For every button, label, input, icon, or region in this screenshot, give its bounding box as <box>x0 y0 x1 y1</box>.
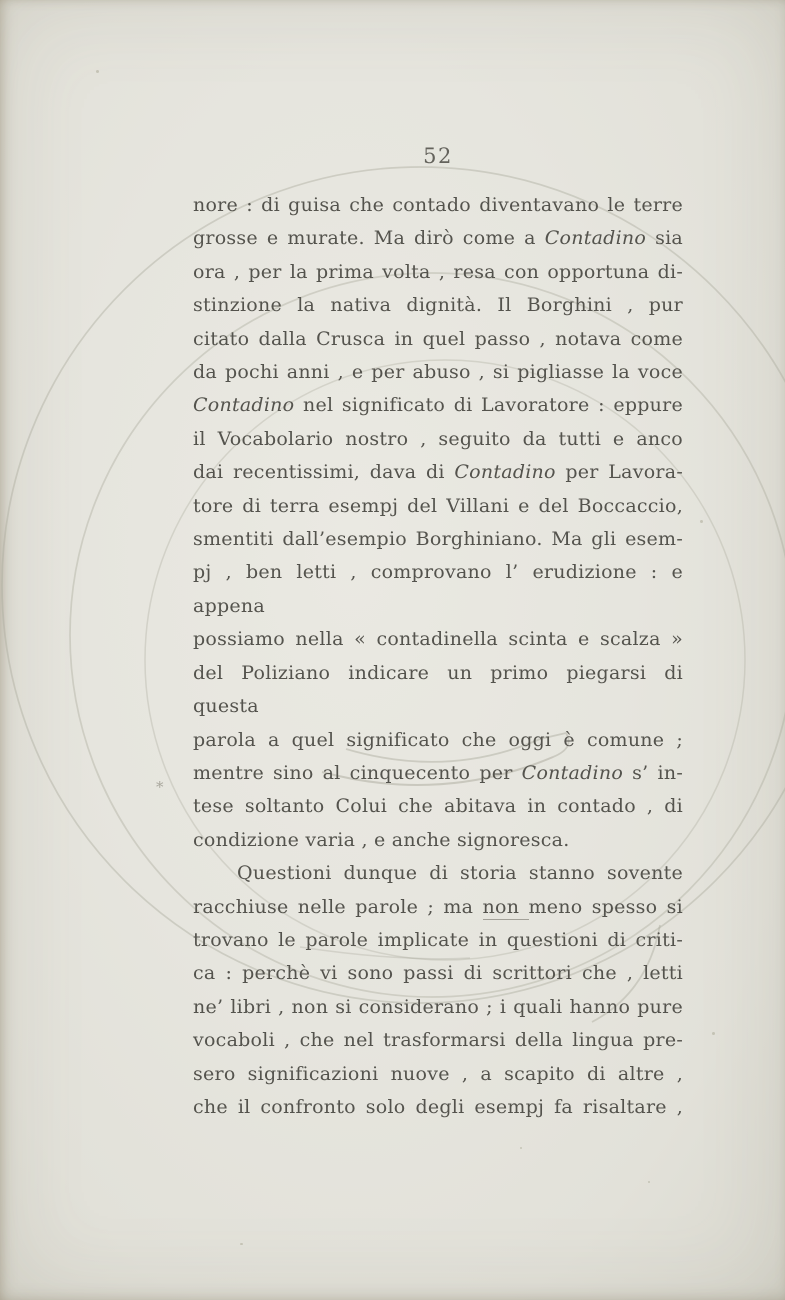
text-segment: tore di terra esempj del Villani e del Boccaccio, <box>193 494 683 517</box>
text-line <box>193 1058 683 1091</box>
text-segment: nore : di guisa che contado diventavano le terre <box>193 194 683 216</box>
text-segment: che il confronto solo degli esempj fa risaltare , <box>193 1095 683 1118</box>
text-segment: per Lavora- <box>555 461 683 484</box>
text-line <box>193 389 683 422</box>
text-segment: sero significazioni nuove , a scapito di altre , <box>193 1062 683 1085</box>
text-line <box>193 790 683 823</box>
text-segment: s’ in- <box>623 761 683 784</box>
dust-speck <box>240 1243 243 1245</box>
text-segment: tese soltanto Colui che abitava in contado , di <box>193 795 683 818</box>
text-segment: mentre sino al cinquecento per <box>193 761 522 784</box>
text-segment: grosse e murate. Ma dirò come a <box>193 227 545 250</box>
text-line <box>193 523 683 556</box>
text-segment: ora , per la prima volta , resa con opportuna di- <box>193 260 683 283</box>
text-segment: vocaboli , che nel trasformarsi della lingua pre- <box>193 1029 683 1052</box>
text-segment: meno spesso si <box>528 895 683 918</box>
text-line <box>193 857 683 890</box>
text-segment: ne’ libri , non si considerano ; i quali hanno pure <box>193 995 683 1018</box>
text-line <box>193 222 683 255</box>
text-segment: il Vocabolario nostro , seguito da tutti e anco <box>193 427 683 450</box>
text-line <box>193 891 683 924</box>
text-segment: Questioni dunque di storia stanno sovente <box>237 862 683 885</box>
text-segment: parola a quel significato che oggi è comune ; <box>193 728 683 751</box>
text-line <box>193 189 683 222</box>
text-segment: non <box>482 895 529 918</box>
dust-speck <box>648 1181 650 1183</box>
text-block <box>193 189 683 1124</box>
dust-speck <box>96 70 99 73</box>
text-segment: possiamo nella « contadinella scinta e scalza » <box>193 628 683 651</box>
text-segment: stinzione la nativa dignità. Il Borghini , pur <box>193 294 683 317</box>
text-segment: sia <box>646 227 683 250</box>
text-segment: Contadino <box>454 461 556 484</box>
margin-asterisk-mark: * <box>156 778 164 796</box>
page-number: 52 <box>423 144 453 168</box>
text-segment: racchiuse nelle parole ; ma <box>193 895 483 918</box>
text-line <box>193 1091 683 1124</box>
text-line <box>193 757 683 790</box>
text-line <box>193 991 683 1024</box>
text-segment: Contadino <box>544 227 647 250</box>
text-segment: ca : perchè vi sono passi di scrittori che , letti <box>193 962 683 985</box>
text-segment: dai recentissimi, dava di <box>193 461 455 484</box>
text-line <box>193 456 683 489</box>
text-line <box>193 423 683 456</box>
dust-speck <box>712 1032 715 1035</box>
text-segment: smentiti dall’esempio Borghiniano. Ma gli esem- <box>193 528 683 551</box>
text-line <box>193 623 683 656</box>
dust-speck <box>700 520 703 523</box>
text-line <box>193 556 683 623</box>
text-segment: nel significato di Lavoratore : eppure <box>294 394 683 417</box>
dust-speck <box>520 1147 522 1149</box>
text-line <box>193 356 683 389</box>
text-line <box>193 957 683 990</box>
text-line <box>193 289 683 322</box>
text-segment: pj , ben letti , comprovano l’ erudizione : e appena <box>193 561 683 617</box>
text-line <box>193 323 683 356</box>
text-segment: citato dalla Crusca in quel passo , notava come <box>193 327 683 350</box>
text-line <box>193 657 683 724</box>
text-segment: da pochi anni , e per abuso , si pigliasse la voce <box>193 361 683 384</box>
text-segment: condizione varia , e anche signoresca. <box>193 828 570 851</box>
text-segment: Contadino <box>193 394 295 417</box>
text-line <box>193 724 683 757</box>
text-segment: del Poliziano indicare un primo piegarsi di questa <box>193 661 683 718</box>
text-line <box>193 256 683 289</box>
text-line <box>193 490 683 523</box>
text-line <box>193 1024 683 1057</box>
text-line <box>193 824 683 857</box>
text-segment: Contadino <box>521 761 624 784</box>
text-segment: trovano le parole implicate in questioni di criti- <box>193 928 683 951</box>
text-line <box>193 924 683 957</box>
